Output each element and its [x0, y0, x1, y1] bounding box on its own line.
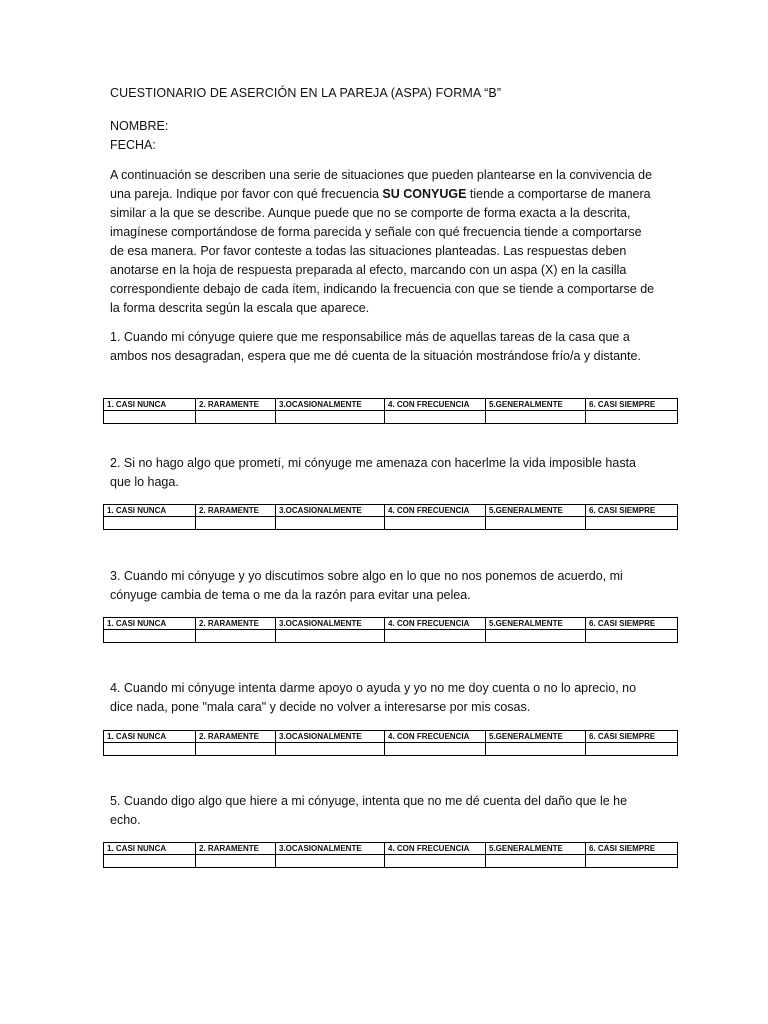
answer-cell[interactable]: [196, 855, 276, 868]
scale-option-raramente: 2. RARAMENTE: [196, 618, 276, 630]
scale-option-casi-nunca: 1. CASI NUNCA: [104, 843, 196, 855]
scale-option-casi-nunca: 1. CASI NUNCA: [104, 505, 196, 517]
scale-option-generalmente: 5.GENERALMENTE: [486, 731, 586, 743]
scale-option-generalmente: 5.GENERALMENTE: [486, 843, 586, 855]
scale-option-casi-siempre: 6. CASI SIEMPRE: [586, 505, 678, 517]
scale-option-raramente: 2. RARAMENTE: [196, 843, 276, 855]
answer-scale-1: [103, 398, 678, 424]
scale-option-ocasionalmente: 3.OCASIONALMENTE: [276, 505, 385, 517]
scale-option-ocasionalmente: 3.OCASIONALMENTE: [276, 731, 385, 743]
scale-option-ocasionalmente: 3.OCASIONALMENTE: [276, 399, 385, 411]
answer-cell[interactable]: [586, 743, 678, 756]
answer-cell[interactable]: [385, 517, 486, 530]
answer-cell[interactable]: [486, 743, 586, 756]
scale-option-con-frecuencia: 4. CON FRECUENCIA: [385, 505, 486, 517]
answer-cell[interactable]: [385, 855, 486, 868]
scale-option-generalmente: 5.GENERALMENTE: [486, 399, 586, 411]
answer-cell[interactable]: [586, 855, 678, 868]
answer-cell[interactable]: [196, 630, 276, 643]
instructions-text-start: A continuación se describen una serie de situaciones que pueden plantearse en la convivencia de una pareja. Indique por favor con qué frecuencia: [110, 168, 653, 201]
scale-option-raramente: 2. RARAMENTE: [196, 505, 276, 517]
answer-cell[interactable]: [276, 517, 385, 530]
question-2: 2. Si no hago algo que prometí, mi cónyuge me amenaza con hacerlme la vida imposible hasta que lo haga.: [110, 456, 636, 489]
answer-cell[interactable]: [104, 411, 196, 424]
answer-scale-2: [103, 504, 678, 530]
answer-cell[interactable]: [104, 855, 196, 868]
answer-cell[interactable]: [276, 411, 385, 424]
scale-option-ocasionalmente: 3.OCASIONALMENTE: [276, 618, 385, 630]
scale-option-con-frecuencia: 4. CON FRECUENCIA: [385, 843, 486, 855]
answer-cell[interactable]: [586, 411, 678, 424]
scale-option-raramente: 2. RARAMENTE: [196, 399, 276, 411]
question-4: 4. Cuando mi cónyuge intenta darme apoyo o ayuda y yo no me doy cuenta o no lo aprecio, no dice nada, pone "mala cara" y decide no volver a interesarse por mis cosas.: [110, 681, 637, 714]
nombre-label: NOMBRE:: [110, 119, 169, 133]
answer-cell[interactable]: [104, 743, 196, 756]
instructions-paragraph: [110, 166, 655, 318]
answer-cell[interactable]: [486, 517, 586, 530]
answer-cell[interactable]: [104, 517, 196, 530]
answer-cell[interactable]: [385, 743, 486, 756]
instructions-emphasis: SU CONYUGE: [382, 187, 467, 201]
scale-option-casi-siempre: 6. CASI SIEMPRE: [586, 731, 678, 743]
scale-option-generalmente: 5.GENERALMENTE: [486, 505, 586, 517]
scale-option-generalmente: 5.GENERALMENTE: [486, 618, 586, 630]
scale-option-con-frecuencia: 4. CON FRECUENCIA: [385, 731, 486, 743]
answer-scale-5: [103, 842, 678, 868]
question-3: 3. Cuando mi cónyuge y yo discutimos sobre algo en lo que no nos ponemos de acuerdo, mi cónyuge cambia de tema o me da la razón para evitar una pelea.: [110, 569, 623, 602]
scale-option-casi-nunca: 1. CASI NUNCA: [104, 618, 196, 630]
question-5: 5. Cuando digo algo que hiere a mi cónyuge, intenta que no me dé cuenta del daño que le he echo.: [110, 794, 628, 827]
answer-cell[interactable]: [276, 630, 385, 643]
scale-option-raramente: 2. RARAMENTE: [196, 731, 276, 743]
answer-cell[interactable]: [586, 630, 678, 643]
answer-cell[interactable]: [104, 630, 196, 643]
scale-option-ocasionalmente: 3.OCASIONALMENTE: [276, 843, 385, 855]
scale-option-con-frecuencia: 4. CON FRECUENCIA: [385, 399, 486, 411]
scale-option-casi-siempre: 6. CASI SIEMPRE: [586, 618, 678, 630]
answer-cell[interactable]: [196, 517, 276, 530]
scale-option-con-frecuencia: 4. CON FRECUENCIA: [385, 618, 486, 630]
document-title: CUESTIONARIO DE ASERCIÓN EN LA PAREJA (ASPA) FORMA “B”: [110, 86, 502, 100]
fecha-label: FECHA:: [110, 138, 156, 152]
answer-cell[interactable]: [385, 630, 486, 643]
answer-cell[interactable]: [486, 855, 586, 868]
question-1: 1. Cuando mi cónyuge quiere que me responsabilice más de aquellas tareas de la casa que a ambos nos desagradan, espera que me dé cuenta de la situación mostrándose frío/a y distante.: [110, 330, 641, 363]
scale-option-casi-nunca: 1. CASI NUNCA: [104, 399, 196, 411]
answer-cell[interactable]: [196, 411, 276, 424]
answer-cell[interactable]: [196, 743, 276, 756]
scale-option-casi-siempre: 6. CASI SIEMPRE: [586, 843, 678, 855]
answer-cell[interactable]: [586, 517, 678, 530]
answer-scale-4: [103, 730, 678, 756]
answer-cell[interactable]: [486, 411, 586, 424]
scale-option-casi-siempre: 6. CASI SIEMPRE: [586, 399, 678, 411]
instructions-text-end: tiende a comportarse de manera similar a la que se describe. Aunque puede que no se comporte de forma exacta a la descrita, imagínese comportándose de forma parecida y señale con qué frecuencia tiende a comportarse de esa manera. Por favor conteste a todas las situaciones planteadas. Las respuestas deben anotarse en la hoja de respuesta preparada al efecto, marcando con un aspa (X) en la casilla correspondiente debajo de cada ítem, indicando la frecuencia con que se tiende a comportarse de la forma descrita según la escala que aparece.: [110, 187, 655, 315]
answer-cell[interactable]: [486, 630, 586, 643]
answer-cell[interactable]: [276, 855, 385, 868]
scale-option-casi-nunca: 1. CASI NUNCA: [104, 731, 196, 743]
answer-cell[interactable]: [276, 743, 385, 756]
answer-cell[interactable]: [385, 411, 486, 424]
answer-scale-3: [103, 617, 678, 643]
